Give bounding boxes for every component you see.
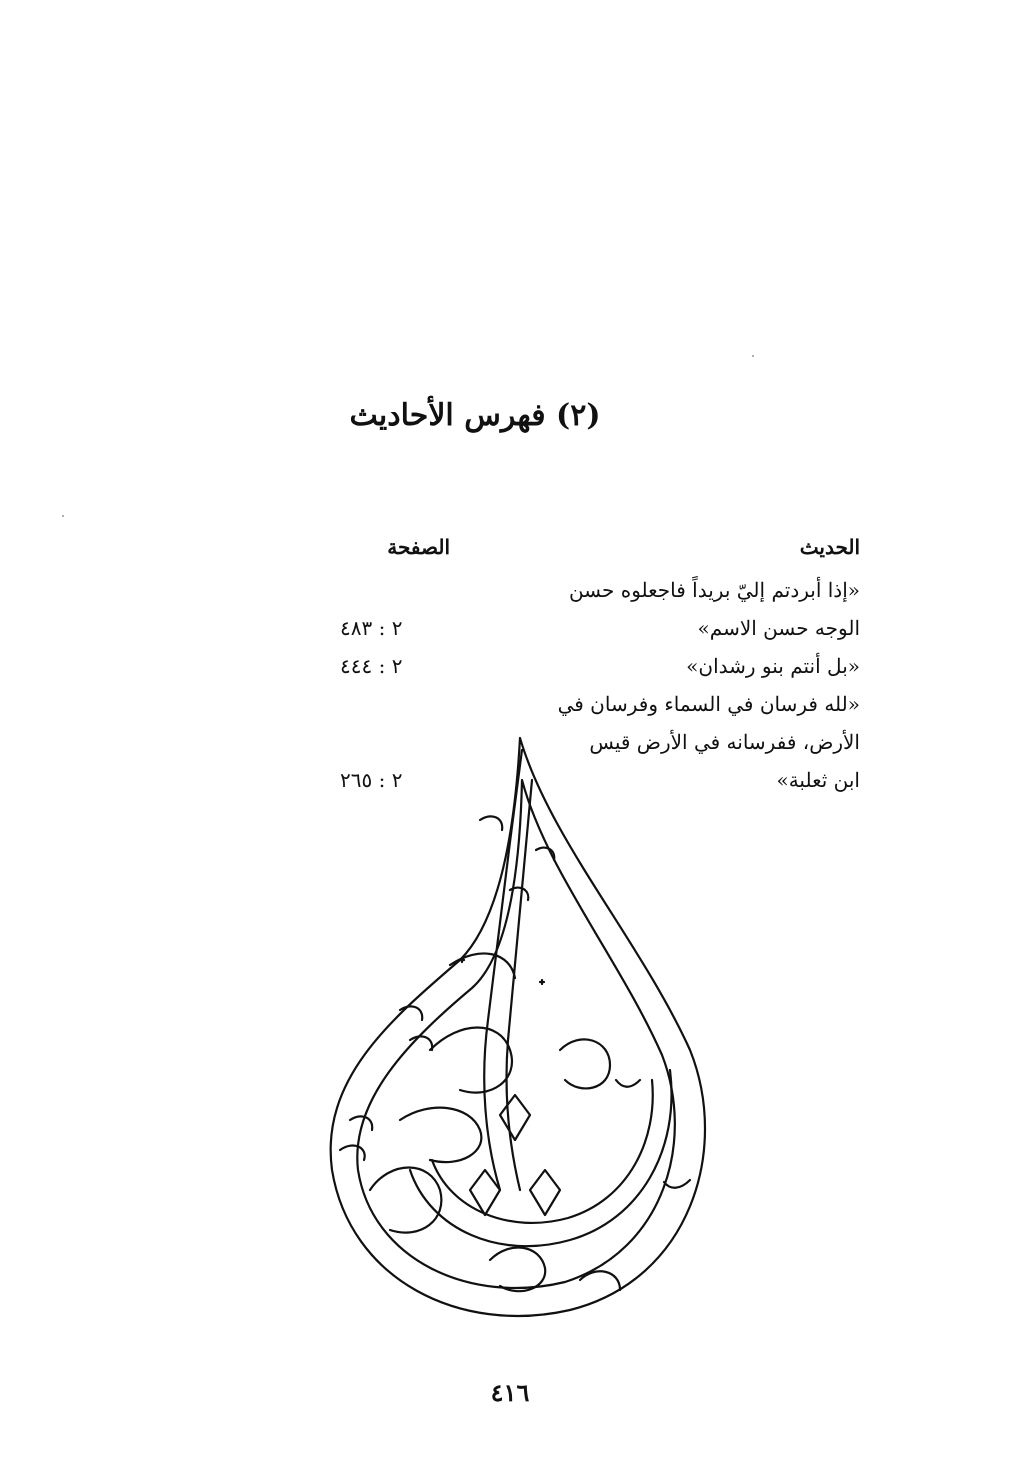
page-reference: ٢ : ٤٤٤ — [340, 654, 403, 678]
hadith-text-line: الأرض، ففرسانه في الأرض قيس — [589, 730, 860, 754]
page-reference: ٢ : ٢٦٥ — [340, 768, 403, 792]
page-number: ٤١٦ — [490, 1378, 530, 1407]
hadith-text-line: ابن ثعلبة» — [776, 768, 860, 792]
table-row — [340, 571, 860, 609]
calligraphy-emblem — [310, 720, 730, 1340]
hadith-column-header: الحديث — [799, 535, 860, 559]
page-reference: ٢ : ٤٨٣ — [340, 616, 403, 640]
table-row — [340, 685, 860, 723]
hadith-text-line: «بل أنتم بنو رشدان» — [686, 654, 860, 678]
hadith-text-line: «لله فرسان في السماء وفرسان في — [557, 692, 860, 716]
hadith-text-line: «إذا أبردتم إليّ بريداً فاجعلوه حسن — [568, 578, 860, 602]
table-row — [340, 647, 860, 685]
page-column-header: الصفحة — [387, 535, 450, 559]
table-row — [340, 609, 860, 647]
scan-speck — [752, 355, 754, 357]
page-title: (٢) فهرس الأحاديث — [349, 398, 601, 433]
hadith-text-line: الوجه حسن الاسم» — [697, 616, 860, 640]
scan-speck — [62, 515, 64, 517]
table-header-row — [340, 535, 860, 571]
